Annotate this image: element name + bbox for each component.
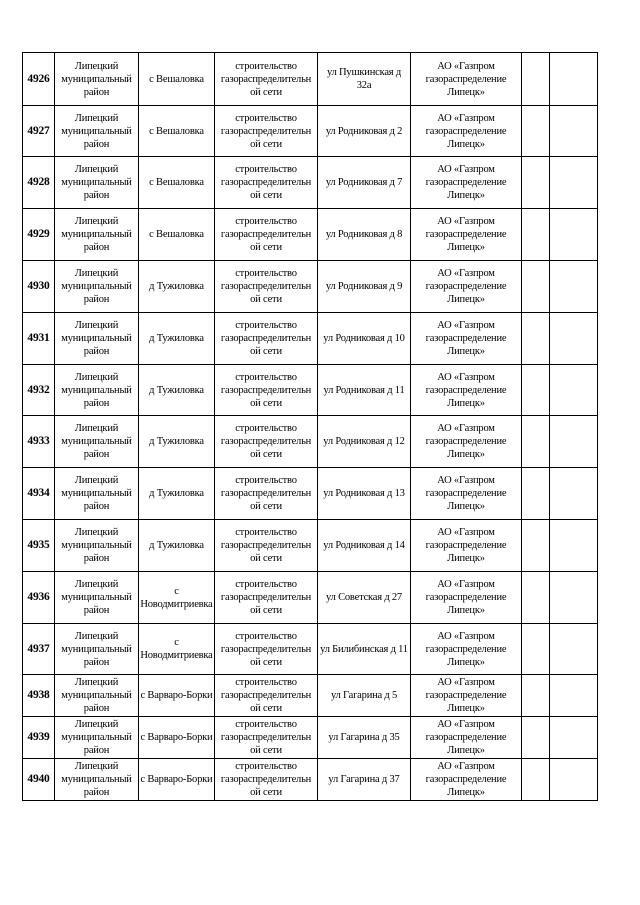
address-cell: ул Родниковая д 8 [318, 209, 411, 261]
organization-cell: АО «Газпром газораспределение Липецк» [411, 572, 522, 624]
empty-cell-1 [522, 261, 550, 313]
empty-cell-1 [522, 572, 550, 624]
address-cell: ул Родниковая д 7 [318, 157, 411, 209]
empty-cell-2 [550, 675, 598, 717]
table-body [23, 53, 598, 801]
empty-cell-2 [550, 53, 598, 106]
table-row [23, 572, 598, 624]
empty-cell-1 [522, 209, 550, 261]
organization-cell: АО «Газпром газораспределение Липецк» [411, 759, 522, 801]
address-cell: ул Родниковая д 9 [318, 261, 411, 313]
work-type-cell: строительство газораспределительн ой сети [215, 157, 318, 209]
address-cell: ул Гагарина д 37 [318, 759, 411, 801]
work-type-cell: строительство газораспределительн ой сети [215, 468, 318, 520]
address-cell: ул Гагарина д 5 [318, 675, 411, 717]
district-cell: Липецкий муниципальный район [55, 209, 139, 261]
row-number: 4932 [23, 365, 55, 416]
work-type-cell: строительство газораспределительн ой сети [215, 520, 318, 572]
work-type-cell: строительство газораспределительн ой сети [215, 416, 318, 468]
empty-cell-2 [550, 717, 598, 759]
district-cell: Липецкий муниципальный район [55, 717, 139, 759]
empty-cell-2 [550, 520, 598, 572]
empty-cell-2 [550, 313, 598, 365]
empty-cell-1 [522, 624, 550, 675]
row-number: 4931 [23, 313, 55, 365]
locality-cell: с Вешаловка [139, 157, 215, 209]
row-number: 4933 [23, 416, 55, 468]
empty-cell-1 [522, 416, 550, 468]
district-cell: Липецкий муниципальный район [55, 313, 139, 365]
empty-cell-2 [550, 365, 598, 416]
row-number: 4929 [23, 209, 55, 261]
empty-cell-2 [550, 157, 598, 209]
row-number: 4930 [23, 261, 55, 313]
organization-cell: АО «Газпром газораспределение Липецк» [411, 106, 522, 157]
address-cell: ул Советская д 27 [318, 572, 411, 624]
district-cell: Липецкий муниципальный район [55, 572, 139, 624]
row-number: 4936 [23, 572, 55, 624]
organization-cell: АО «Газпром газораспределение Липецк» [411, 365, 522, 416]
address-cell: ул Родниковая д 11 [318, 365, 411, 416]
row-number: 4938 [23, 675, 55, 717]
locality-cell: д Тужиловка [139, 261, 215, 313]
row-number: 4935 [23, 520, 55, 572]
address-cell: ул Родниковая д 14 [318, 520, 411, 572]
address-cell: ул Гагарина д 35 [318, 717, 411, 759]
table-row [23, 261, 598, 313]
table-row [23, 157, 598, 209]
organization-cell: АО «Газпром газораспределение Липецк» [411, 520, 522, 572]
district-cell: Липецкий муниципальный район [55, 624, 139, 675]
organization-cell: АО «Газпром газораспределение Липецк» [411, 468, 522, 520]
organization-cell: АО «Газпром газораспределение Липецк» [411, 675, 522, 717]
work-type-cell: строительство газораспределительн ой сети [215, 624, 318, 675]
locality-cell: д Тужиловка [139, 520, 215, 572]
work-type-cell: строительство газораспределительн ой сети [215, 675, 318, 717]
address-cell: ул Родниковая д 12 [318, 416, 411, 468]
district-cell: Липецкий муниципальный район [55, 759, 139, 801]
district-cell: Липецкий муниципальный район [55, 365, 139, 416]
district-cell: Липецкий муниципальный район [55, 675, 139, 717]
work-type-cell: строительство газораспределительн ой сети [215, 365, 318, 416]
row-number: 4940 [23, 759, 55, 801]
organization-cell: АО «Газпром газораспределение Липецк» [411, 624, 522, 675]
empty-cell-1 [522, 675, 550, 717]
empty-cell-1 [522, 520, 550, 572]
work-type-cell: строительство газораспределительн ой сети [215, 261, 318, 313]
empty-cell-1 [522, 717, 550, 759]
locality-cell: с Вешаловка [139, 53, 215, 106]
empty-cell-1 [522, 53, 550, 106]
locality-cell: с Вешаловка [139, 106, 215, 157]
district-cell: Липецкий муниципальный район [55, 468, 139, 520]
empty-cell-2 [550, 261, 598, 313]
work-type-cell: строительство газораспределительн ой сети [215, 572, 318, 624]
table-row [23, 759, 598, 801]
locality-cell: с Новодмитриевка [139, 624, 215, 675]
registry-table [22, 52, 598, 801]
row-number: 4927 [23, 106, 55, 157]
district-cell: Липецкий муниципальный район [55, 416, 139, 468]
table-row [23, 468, 598, 520]
district-cell: Липецкий муниципальный район [55, 106, 139, 157]
address-cell: ул Пушкинская д 32а [318, 53, 411, 106]
organization-cell: АО «Газпром газораспределение Липецк» [411, 717, 522, 759]
table-row [23, 365, 598, 416]
table-row [23, 313, 598, 365]
row-number: 4939 [23, 717, 55, 759]
table-row [23, 717, 598, 759]
row-number: 4937 [23, 624, 55, 675]
locality-cell: д Тужиловка [139, 365, 215, 416]
organization-cell: АО «Газпром газораспределение Липецк» [411, 313, 522, 365]
district-cell: Липецкий муниципальный район [55, 520, 139, 572]
row-number: 4934 [23, 468, 55, 520]
locality-cell: д Тужиловка [139, 468, 215, 520]
address-cell: ул Билибинская д 11 [318, 624, 411, 675]
empty-cell-1 [522, 759, 550, 801]
empty-cell-1 [522, 106, 550, 157]
empty-cell-2 [550, 416, 598, 468]
organization-cell: АО «Газпром газораспределение Липецк» [411, 416, 522, 468]
address-cell: ул Родниковая д 2 [318, 106, 411, 157]
table-row [23, 624, 598, 675]
organization-cell: АО «Газпром газораспределение Липецк» [411, 53, 522, 106]
empty-cell-1 [522, 313, 550, 365]
empty-cell-2 [550, 106, 598, 157]
locality-cell: д Тужиловка [139, 416, 215, 468]
empty-cell-2 [550, 572, 598, 624]
work-type-cell: строительство газораспределительн ой сети [215, 717, 318, 759]
empty-cell-2 [550, 759, 598, 801]
organization-cell: АО «Газпром газораспределение Липецк» [411, 209, 522, 261]
district-cell: Липецкий муниципальный район [55, 53, 139, 106]
locality-cell: с Варваро-Борки [139, 675, 215, 717]
organization-cell: АО «Газпром газораспределение Липецк» [411, 261, 522, 313]
address-cell: ул Родниковая д 13 [318, 468, 411, 520]
locality-cell: с Варваро-Борки [139, 759, 215, 801]
locality-cell: с Вешаловка [139, 209, 215, 261]
row-number: 4926 [23, 53, 55, 106]
work-type-cell: строительство газораспределительн ой сети [215, 759, 318, 801]
work-type-cell: строительство газораспределительн ой сети [215, 209, 318, 261]
empty-cell-1 [522, 468, 550, 520]
district-cell: Липецкий муниципальный район [55, 261, 139, 313]
empty-cell-2 [550, 468, 598, 520]
work-type-cell: строительство газораспределительн ой сети [215, 106, 318, 157]
work-type-cell: строительство газораспределительн ой сети [215, 53, 318, 106]
locality-cell: д Тужиловка [139, 313, 215, 365]
table-row [23, 520, 598, 572]
row-number: 4928 [23, 157, 55, 209]
empty-cell-1 [522, 157, 550, 209]
table-row [23, 106, 598, 157]
work-type-cell: строительство газораспределительн ой сети [215, 313, 318, 365]
empty-cell-1 [522, 365, 550, 416]
locality-cell: с Новодмитриевка [139, 572, 215, 624]
organization-cell: АО «Газпром газораспределение Липецк» [411, 157, 522, 209]
empty-cell-2 [550, 624, 598, 675]
address-cell: ул Родниковая д 10 [318, 313, 411, 365]
empty-cell-2 [550, 209, 598, 261]
locality-cell: с Варваро-Борки [139, 717, 215, 759]
table-row [23, 53, 598, 106]
table-row [23, 675, 598, 717]
table-row [23, 416, 598, 468]
table-row [23, 209, 598, 261]
district-cell: Липецкий муниципальный район [55, 157, 139, 209]
